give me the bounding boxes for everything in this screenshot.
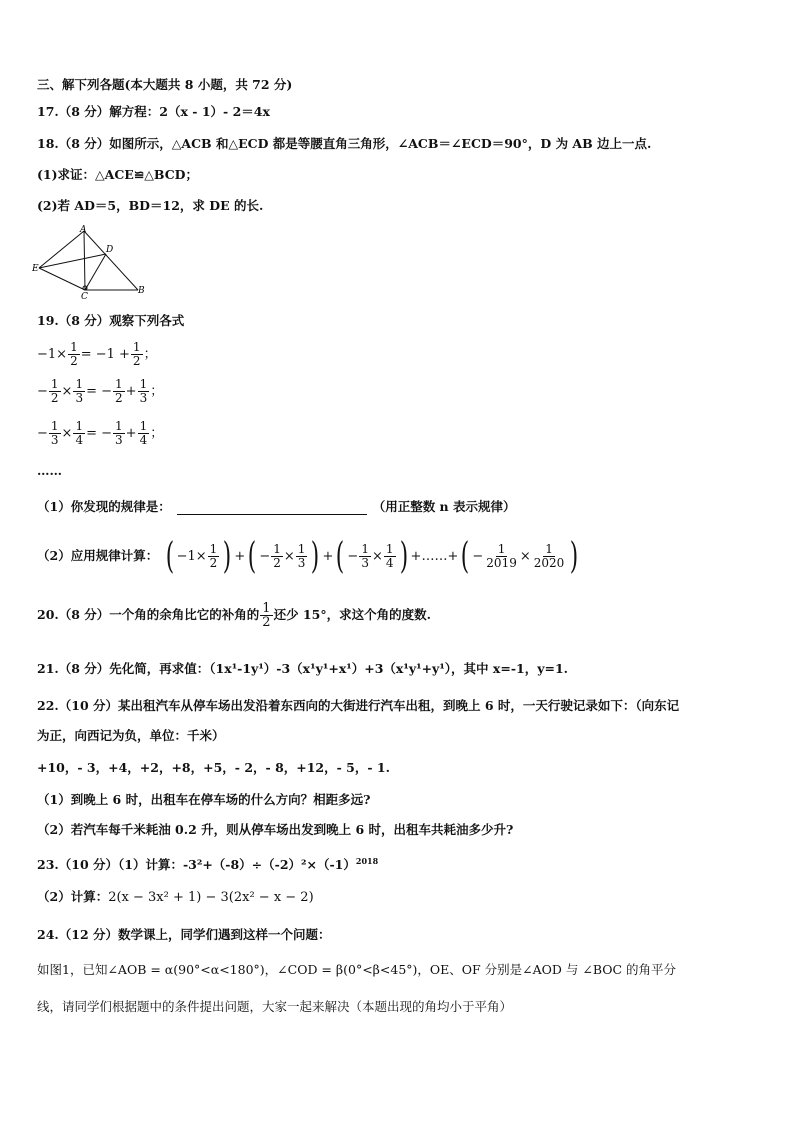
question-18-part2: (2)若 AD＝5，BD＝12，求 DE 的长.	[37, 198, 264, 213]
question-23-part1: 23.（10 分）（1）计算：$-3^2+(-8)\div(-2)^2\times(-1)^{2018}$	[37, 856, 379, 873]
fraction: $\frac{1}{2}$	[50, 377, 59, 405]
label-A: A	[80, 225, 87, 235]
fraction: $\frac{1}{2}$	[262, 601, 271, 630]
question-19-part2: （2）应用规律计算： ( −1× $\frac{1}{2}$ ) +( − $\frac{1}{2}$ × $\frac{1}{3}$ ) +( − $\frac{1}{3}$ × $\frac{1}{4}$ ) +……+( − $\frac{1}{2019}$ × $\frac{1}{2020}$ )	[37, 535, 579, 577]
answer-blank[interactable]	[177, 502, 367, 515]
label-B: B	[138, 286, 145, 296]
question-23-part2: （2）计算：2(x − 3x² + 1) − 3(2x² − x − 2)	[37, 889, 314, 905]
fraction: $\frac{1}{2}$	[70, 340, 78, 368]
question-18-part1: (1)求证：△ACE≌△BCD；	[37, 167, 198, 182]
fraction: $\frac{1}{3}$	[115, 419, 123, 447]
question-24-stem: 24.（12 分）数学课上，同学们遇到这样一个问题：	[37, 927, 331, 942]
label-E: E	[32, 264, 39, 274]
label-D: D	[106, 245, 114, 255]
fraction: $\frac{1}{4}$	[75, 419, 84, 447]
q17-prefix: 17.（8 分）解方程：	[37, 104, 160, 119]
question-22-part1: （1）到晚上 6 时，出租车在停车场的什么方向？相距多远?	[37, 792, 371, 807]
pattern-eq-2: − $\frac{1}{2}$ × $\frac{1}{3}$ = − $\frac{1}{2}$ + $\frac{1}{3}$ ；	[37, 377, 164, 405]
question-22-part2: （2）若汽车每千米耗油 0.2 升，则从停车场出发到晚上 6 时，出租车共耗油多少升?	[37, 822, 514, 837]
fraction: $\frac{1}{3}$	[75, 377, 84, 405]
question-19-part1: （1）你发现的规律是： （用正整数 n 表示规律）	[37, 499, 516, 514]
question-22-line2: 为正，向西记为负，单位：千米）	[37, 728, 225, 743]
question-22-line1: 22.（10 分）某出租汽车从停车场出发沿着东西向的大街进行汽车出租，到晚上 6 时，一天行驶记录如下：（向东记	[37, 698, 680, 713]
question-17	[37, 104, 270, 120]
q17-equation: 2（x - 1）- 2＝4x	[159, 104, 270, 119]
fraction: $\frac{1}{3}$	[139, 377, 148, 405]
ellipsis: ……	[37, 463, 62, 478]
question-22-data: +10，- 3，+4，+2，+8，+5，- 2，- 8，+12，- 5，- 1.	[37, 760, 390, 775]
label-C: C	[81, 292, 88, 300]
question-19-stem: 19.（8 分）观察下列各式	[37, 313, 185, 328]
question-20: 20.（8 分）一个角的余角比它的补角的 $\frac{1}{2}$ 还少 15°，求这个角的度数.	[37, 601, 431, 630]
question-18-stem: 18.（8 分）如图所示，△ACB 和△ECD 都是等腰直角三角形，∠ACB＝∠ECD＝90°，D 为 AB 边上一点.	[37, 136, 652, 151]
fraction: $\frac{1}{2}$	[132, 340, 141, 368]
fraction: $\frac{1}{3}$	[50, 419, 59, 447]
question-24-line1: 如图1，已知∠AOB = α(90°<α<180°)，∠COD = β(0°<β<45°)，OE、OF 分别是∠AOD 与 ∠BOC 的角平分	[37, 962, 677, 977]
pattern-eq-1: −1× $\frac{1}{2}$ = −1 + $\frac{1}{2}$ ；	[37, 340, 157, 368]
question-21: 21.（8 分）先化简，再求值：（1x¹-1y¹）-3（x¹y¹+x¹）+3（x¹y¹+y¹），其中 x=-1，y=1.	[37, 661, 568, 676]
triangle-figure	[32, 224, 157, 300]
question-24-line2: 线，请同学们根据题中的条件提出问题，大家一起来解决（本题出现的角均小于平角）	[37, 999, 513, 1014]
fraction: $\frac{1}{4}$	[139, 419, 148, 447]
fraction: $\frac{1}{2}$	[115, 377, 123, 405]
pattern-eq-3: − $\frac{1}{3}$ × $\frac{1}{4}$ = − $\frac{1}{3}$ + $\frac{1}{4}$ ；	[37, 419, 164, 447]
section-header: 三、解下列各题(本大题共 8 小题，共 72 分)	[37, 77, 293, 92]
